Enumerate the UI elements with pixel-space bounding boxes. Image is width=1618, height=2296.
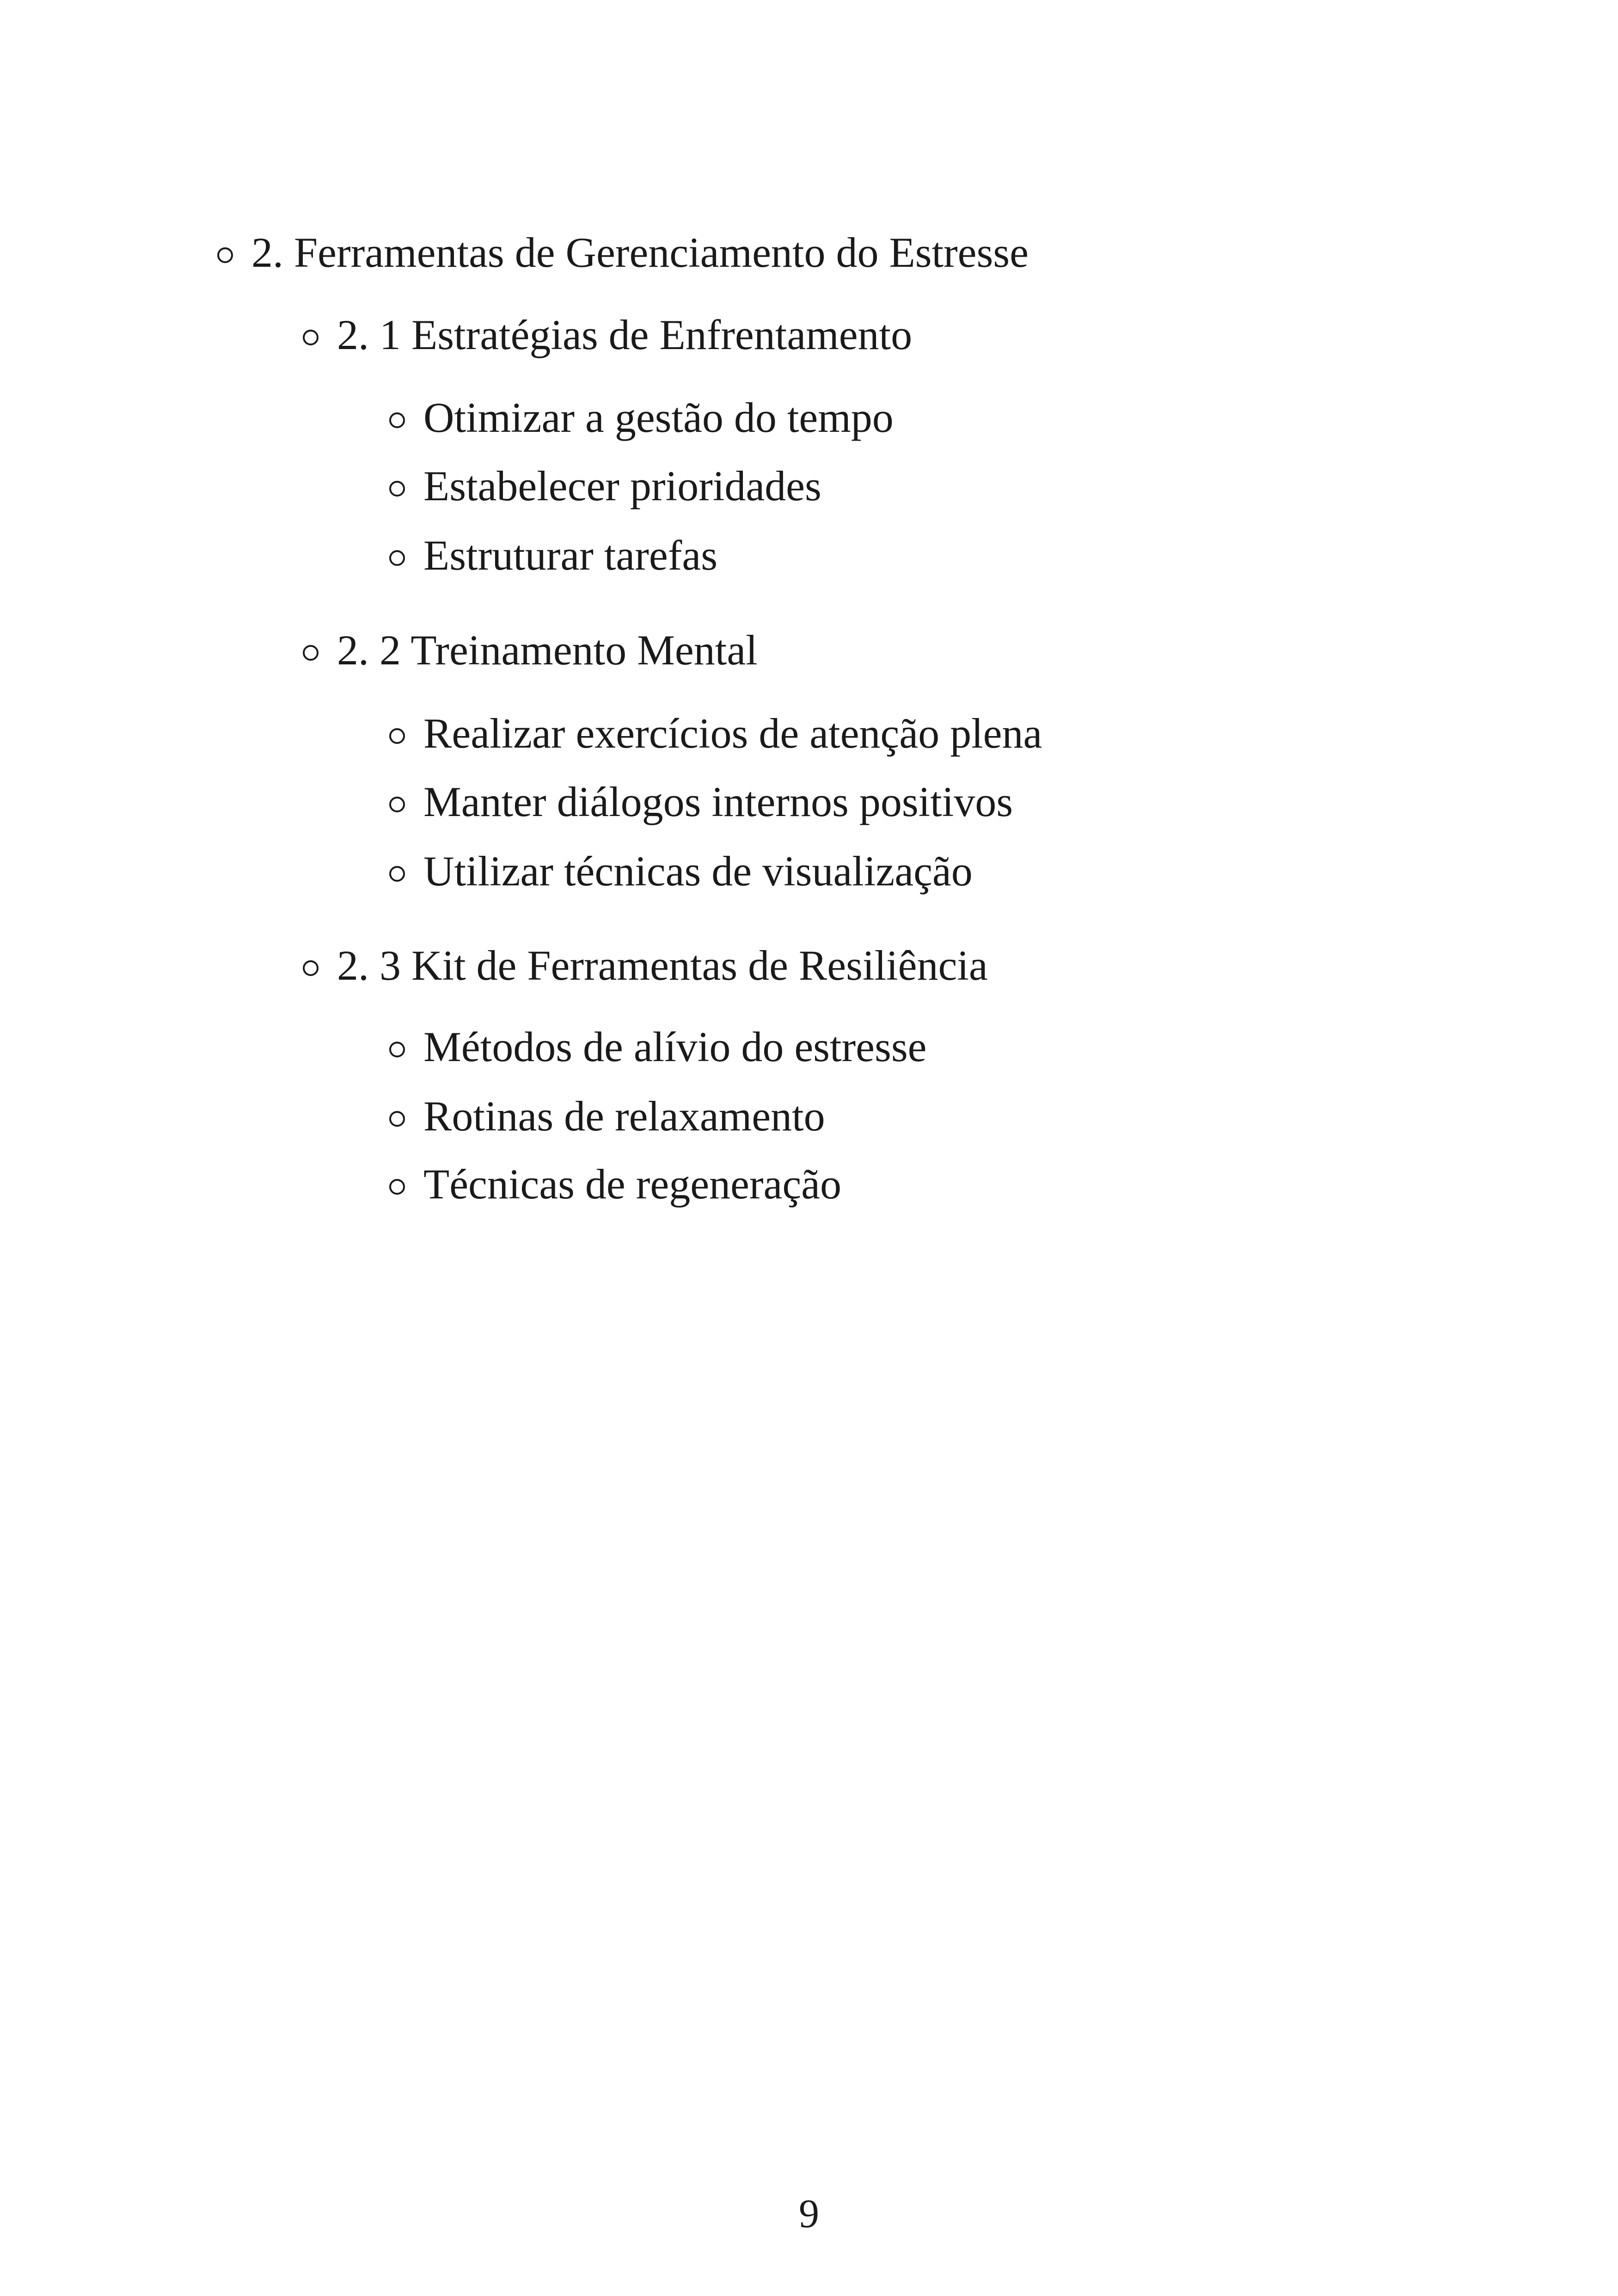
hollow-circle-bullet-icon (389, 797, 405, 812)
subsection-title: 2. 3 Kit de Ferramentas de Resiliência (337, 942, 988, 989)
outline-subsection-heading (303, 944, 988, 987)
outline-list-item (389, 1093, 825, 1140)
hollow-circle-bullet-icon (389, 1111, 405, 1127)
outline-list-item (389, 847, 973, 895)
hollow-circle-bullet-icon (217, 247, 233, 263)
list-item-text: Rotinas de relaxamento (423, 1093, 825, 1140)
hollow-circle-bullet-icon (303, 645, 319, 661)
hollow-circle-bullet-icon (303, 330, 319, 345)
hollow-circle-bullet-icon (389, 550, 405, 566)
section-title: 2. Ferramentas de Gerenciamento do Estresse (251, 229, 1029, 276)
outline-list-item (389, 534, 717, 577)
outline-list-item (389, 462, 821, 510)
list-item-text: Estabelecer prioridades (423, 462, 821, 510)
list-item-text: Técnicas de regeneração (423, 1160, 842, 1208)
hollow-circle-bullet-icon (389, 1179, 405, 1195)
outline-list-item (389, 1160, 842, 1208)
list-item-text: Métodos de alívio do estresse (423, 1023, 927, 1070)
list-item-text: Estruturar tarefas (423, 532, 718, 579)
hollow-circle-bullet-icon (389, 412, 405, 428)
outline-list-item (389, 780, 1013, 823)
subsection-title: 2. 1 Estratégias de Enfrentamento (337, 311, 913, 358)
outline-subsection-heading (303, 313, 912, 356)
outline-subsection-heading (303, 626, 758, 674)
outline-list-item (389, 712, 1042, 755)
list-item-text: Realizar exercícios de atenção plena (423, 710, 1042, 757)
hollow-circle-bullet-icon (389, 728, 405, 744)
outline-list-item (389, 1025, 926, 1068)
list-item-text: Utilizar técnicas de visualização (423, 847, 973, 895)
list-item-text: Otimizar a gestão do tempo (423, 394, 894, 441)
hollow-circle-bullet-icon (389, 1042, 405, 1057)
outline-section-heading (217, 231, 1029, 274)
subsection-title: 2. 2 Treinamento Mental (337, 626, 758, 674)
page-number: 9 (799, 2192, 819, 2236)
outline-list-item (389, 396, 894, 439)
hollow-circle-bullet-icon (389, 481, 405, 497)
list-item-text: Manter diálogos internos positivos (423, 778, 1013, 825)
hollow-circle-bullet-icon (303, 960, 319, 976)
hollow-circle-bullet-icon (389, 866, 405, 882)
